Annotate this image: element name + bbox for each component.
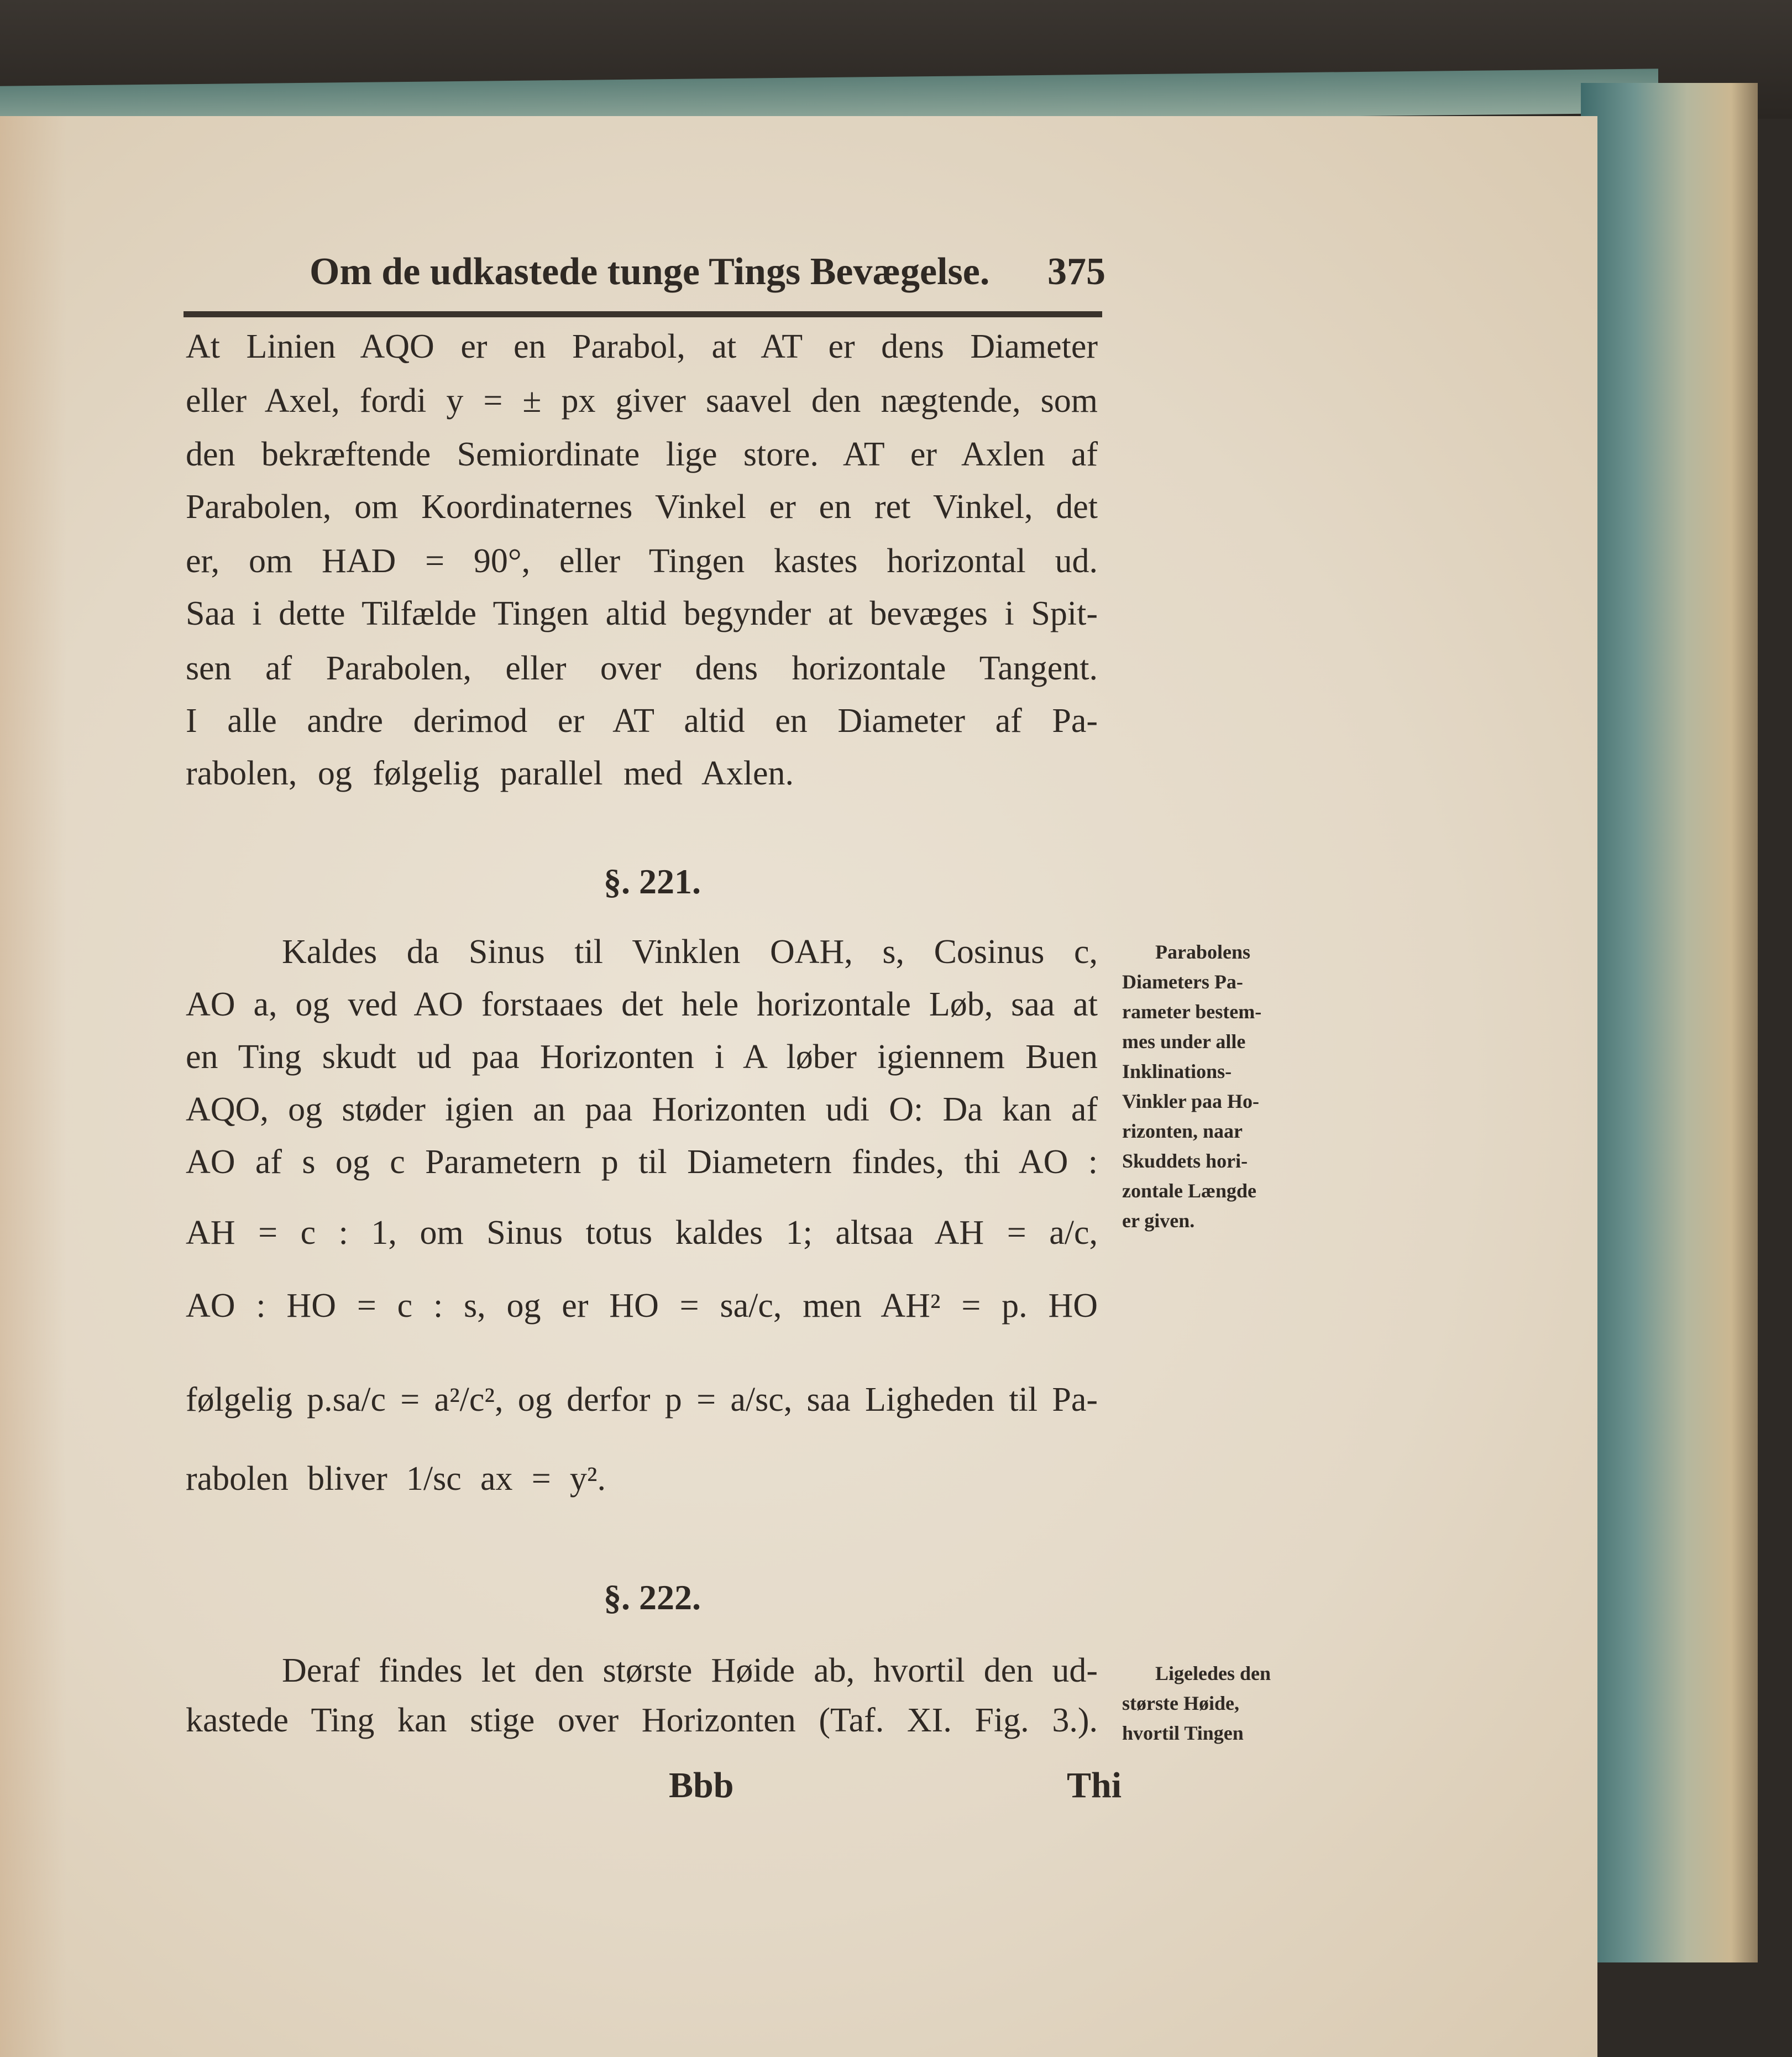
margin-note-line: Skuddets hori- bbox=[1122, 1150, 1248, 1172]
header-rule bbox=[184, 311, 1102, 317]
header-title: Om de udkastede tunge Tings Bevægelse. bbox=[310, 250, 990, 293]
text-line: At Linien AQO er en Parabol, at AT er dens Diameter bbox=[186, 328, 1098, 365]
margin-note-line: største Høide, bbox=[1122, 1692, 1239, 1714]
catchword: Thi bbox=[1067, 1765, 1122, 1805]
text-line: sen af Parabolen, eller over dens horizontale Tangent. bbox=[186, 650, 1098, 687]
text-line: rabolen, og følgelig parallel med Axlen. bbox=[186, 755, 794, 792]
text-line: AO af s og c Parametern p til Diametern findes, thi AO : bbox=[186, 1143, 1098, 1181]
text-line: eller Axel, fordi y = ± px giver saavel den nægtende, som bbox=[186, 382, 1098, 420]
text-line: AO a, og ved AO forstaaes det hele horizontale Løb, saa at bbox=[186, 986, 1098, 1023]
margin-note-line: Ligeledes den bbox=[1155, 1662, 1271, 1684]
margin-note-line: er given. bbox=[1122, 1210, 1195, 1232]
text-line: AO : HO = c : s, og er HO = sa/c, men AH² = p. HO bbox=[186, 1287, 1098, 1325]
margin-note-line: Diameters Pa- bbox=[1122, 971, 1243, 993]
text-line: den bekræftende Semiordinate lige store. AT er Axlen af bbox=[186, 436, 1098, 473]
text-line: Saa i dette Tilfælde Tingen altid begynder at bevæges i Spit- bbox=[186, 595, 1098, 632]
text-line: rabolen bliver 1/sc ax = y². bbox=[186, 1460, 606, 1498]
text-line: Kaldes da Sinus til Vinklen OAH, s, Cosinus c, bbox=[282, 933, 1098, 971]
margin-note-line: Vinkler paa Ho- bbox=[1122, 1090, 1260, 1112]
text-line: AQO, og støder igien an paa Horizonten udi O: Da kan af bbox=[186, 1091, 1098, 1128]
margin-note-line: zontale Længde bbox=[1122, 1180, 1256, 1202]
margin-note-line: mes under alle bbox=[1122, 1030, 1246, 1053]
text-line: Deraf findes let den største Høide ab, hvortil den ud- bbox=[282, 1652, 1098, 1689]
text-line: I alle andre derimod er AT altid en Diameter af Pa- bbox=[186, 702, 1098, 740]
text-line: en Ting skudt ud paa Horizonten i A løber igiennem Buen bbox=[186, 1038, 1098, 1076]
running-header bbox=[310, 249, 1105, 295]
margin-note-line: Inklinations- bbox=[1122, 1060, 1232, 1082]
margin-note-line: rameter bestem- bbox=[1122, 1001, 1262, 1023]
text-line: følgelig p.sa/c = a²/c², og derfor p = a/sc, saa Ligheden til Pa- bbox=[186, 1381, 1098, 1419]
margin-note bbox=[1122, 1658, 1299, 1748]
margin-note bbox=[1122, 937, 1299, 1236]
text-line: kastede Ting kan stige over Horizonten (Taf. XI. Fig. 3.). bbox=[186, 1702, 1098, 1739]
page-number: 375 bbox=[1047, 250, 1105, 293]
section-heading: §. 222. bbox=[604, 1578, 701, 1617]
text-line: AH = c : 1, om Sinus totus kaldes 1; altsaa AH = a/c, bbox=[186, 1214, 1098, 1252]
margin-note-line: rizonten, naar bbox=[1122, 1120, 1243, 1142]
text-line: Parabolen, om Koordinaternes Vinkel er en ret Vinkel, det bbox=[186, 488, 1098, 526]
margin-note-line: Parabolens bbox=[1155, 941, 1251, 963]
margin-note-line: hvortil Tingen bbox=[1122, 1722, 1244, 1744]
section-heading: §. 221. bbox=[604, 862, 701, 901]
book-fore-edge bbox=[1581, 83, 1758, 1962]
signature-mark: Bbb bbox=[669, 1765, 734, 1805]
text-line: er, om HAD = 90°, eller Tingen kastes horizontal ud. bbox=[186, 542, 1098, 580]
